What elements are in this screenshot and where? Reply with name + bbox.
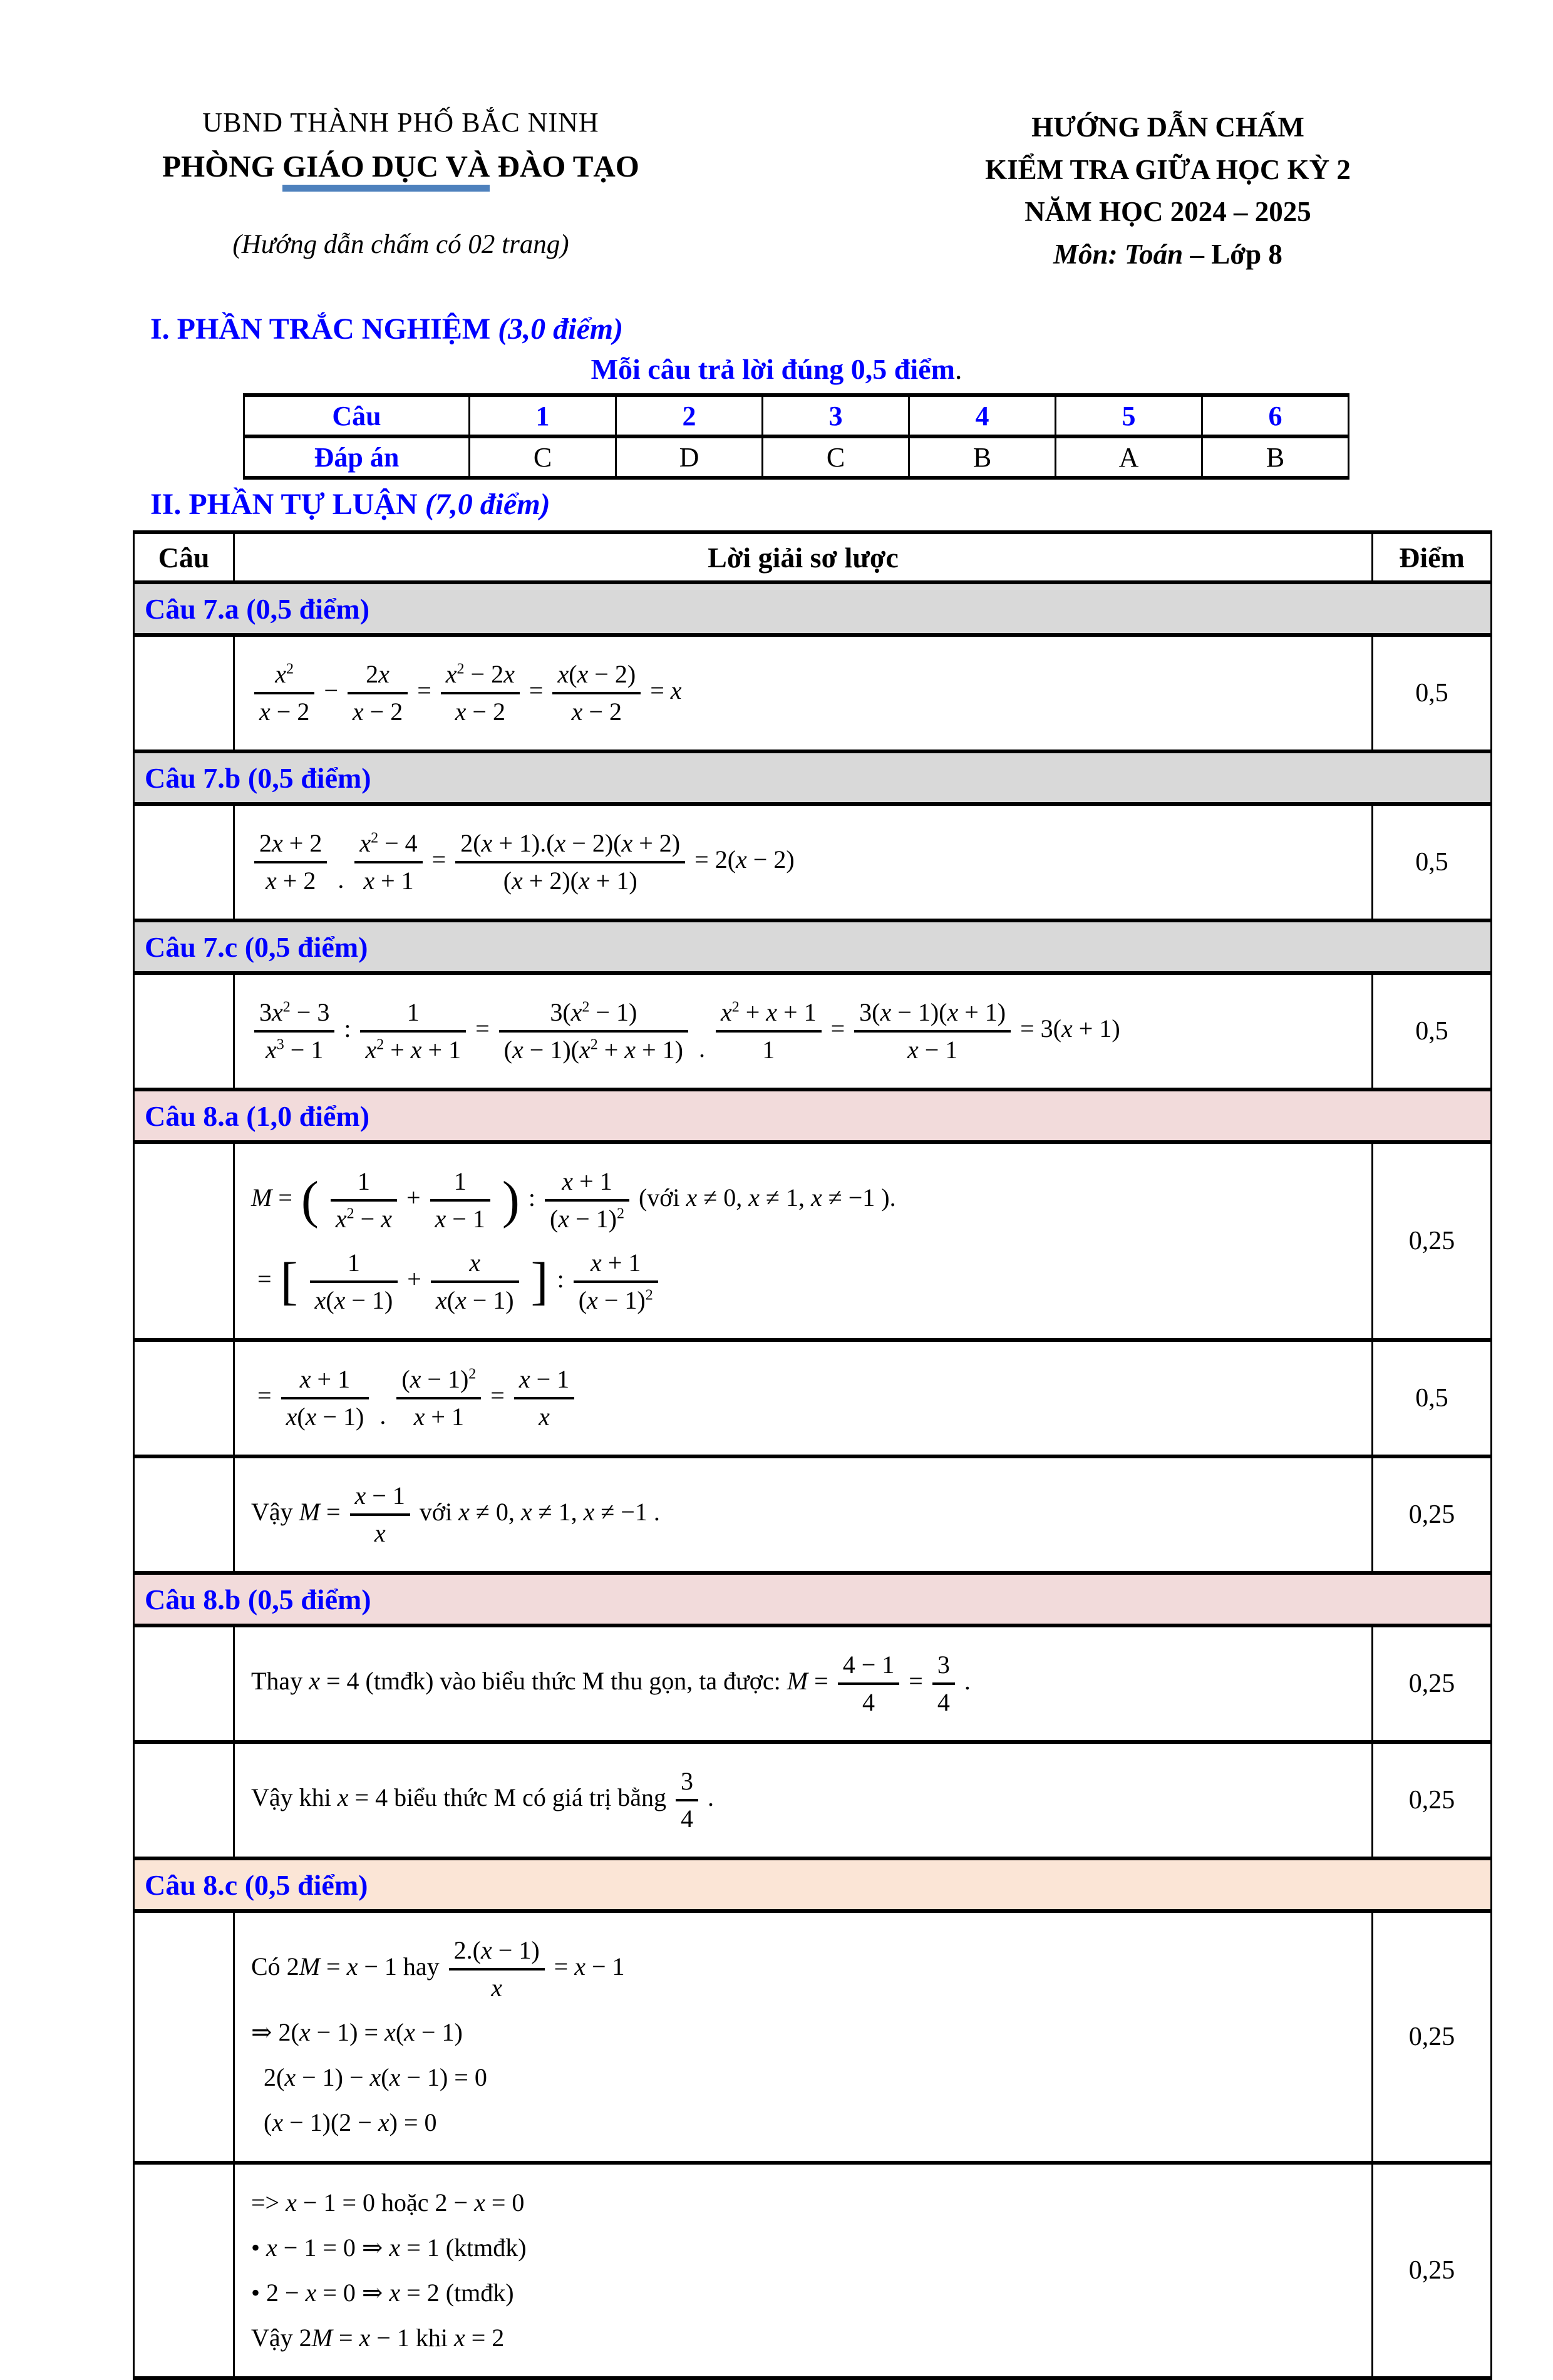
points-cell: 0,25	[1373, 1456, 1492, 1573]
solution-cell	[234, 1625, 1373, 1742]
school-year: NĂM HỌC 2024 – 2025	[1024, 196, 1311, 227]
points-cell: 0,5	[1373, 973, 1492, 1090]
solution-line: = $\frac{x + 1}{x(x - 1)}$ . $\frac{(x - 1)^2}{x + 1}$ = $\frac{x - 1}{x}$	[251, 1364, 1359, 1432]
dept-name-post: ĐÀO TẠO	[490, 149, 639, 183]
solution-cell	[234, 1142, 1373, 1340]
solution-cell	[234, 635, 1373, 751]
solution-row	[134, 804, 1492, 920]
solution-line: Có 2M = x − 1 hay $\frac{2.(x - 1)}{x}$ = x − 1	[251, 1936, 625, 2002]
solution-line: => x − 1 = 0 hoặc 2 − x = 0	[251, 2188, 525, 2217]
section1-caption-period: .	[954, 353, 962, 385]
section-band-row	[134, 582, 1492, 635]
points-cell: 0,25	[1373, 2163, 1492, 2378]
section1-caption-text: Mỗi câu trả lời đúng 0,5 điểm	[591, 353, 955, 385]
answer-cell: D	[616, 436, 763, 478]
solution-line: Vậy khi x = 4 biểu thức M có giá trị bằng $\frac{3}{4}$ .	[251, 1767, 714, 1833]
answer-cell: B	[909, 436, 1056, 478]
answer-cell: C	[763, 436, 909, 478]
section-band-label: Câu 7.c (0,5 điểm)	[134, 920, 1492, 973]
solution-row	[134, 973, 1492, 1090]
page-header	[0, 0, 1553, 276]
section-band-label: Câu 7.b (0,5 điểm)	[134, 751, 1492, 804]
solution-line: $\frac{2x + 2}{x + 2}$ . $\frac{x^2 - 4}{x + 1}$ = $\frac{2(x + 1).(x - 2)(x + 2)}{(x + 2)(x + 1)}$ = 2(x − 2)	[251, 828, 1359, 896]
pages-note: (Hướng dẫn chấm có 02 trang)	[232, 230, 569, 259]
question-number-cell: 6	[1202, 395, 1349, 436]
exam-name: KIỂM TRA GIỮA HỌC KỲ 2	[985, 153, 1351, 185]
question-cell-empty	[134, 635, 234, 751]
solution-row	[134, 2163, 1492, 2378]
question-cell-empty	[134, 1742, 234, 1858]
solution-line: M = ( $\frac{1}{x^2 - x}$ + $\frac{1}{x - 1}$ ) : $\frac{x + 1}{(x - 1)^2}$ (với x ≠ 0, x ≠ 1, x ≠ −1 ).	[251, 1167, 896, 1233]
solution-row	[134, 1456, 1492, 1573]
points-cell: 0,25	[1373, 1625, 1492, 1742]
question-number-cell: 1	[470, 395, 616, 436]
header-right-block	[833, 106, 1503, 276]
answer-cell: A	[1056, 436, 1202, 478]
solution-line: Vậy 2M = x − 1 khi x = 2	[251, 2324, 505, 2352]
answer-cell: C	[470, 436, 616, 478]
solutions-header-row	[134, 532, 1492, 582]
question-label-cell: Câu	[244, 395, 470, 436]
solution-line: = [ $\frac{1}{x(x - 1)}$ + $\frac{x}{x(x - 1)}$ ] : $\frac{x + 1}{(x - 1)^2}$	[251, 1248, 1359, 1316]
question-cell-empty	[134, 804, 234, 920]
answer-key-table	[243, 393, 1349, 480]
solution-line: (x − 1)(2 − x) = 0	[251, 2108, 437, 2136]
points-cell: 0,25	[1373, 1142, 1492, 1340]
answer-cell: B	[1202, 436, 1349, 478]
section2-title-points: (7,0 điểm)	[425, 488, 550, 521]
solution-row	[134, 1625, 1492, 1742]
points-cell: 0,25	[1373, 1911, 1492, 2163]
question-cell-empty	[134, 1625, 234, 1742]
section-band-label: Câu 8.b (0,5 điểm)	[134, 1573, 1492, 1625]
section-band-row	[134, 1858, 1492, 1911]
solution-line: Vậy M = $\frac{x - 1}{x}$ với x ≠ 0, x ≠ 1, x ≠ −1 .	[251, 1481, 660, 1547]
section-band-row	[134, 1573, 1492, 1625]
section1-title-points: (3,0 điểm)	[498, 312, 624, 346]
solution-row	[134, 1340, 1492, 1456]
col-header-question: Câu	[134, 532, 234, 582]
section2-title	[150, 487, 1553, 522]
section-band-label: Câu 8.a (1,0 điểm)	[134, 1090, 1492, 1142]
section-band-row	[134, 920, 1492, 973]
solution-cell	[234, 1742, 1373, 1858]
section-band-label: Câu 7.a (0,5 điểm)	[134, 582, 1492, 635]
question-number-cell: 4	[909, 395, 1056, 436]
question-cell-empty	[134, 1340, 234, 1456]
answer-key-answers-row	[244, 436, 1349, 478]
col-header-points: Điểm	[1373, 532, 1492, 582]
solution-cell	[234, 973, 1373, 1090]
question-number-cell: 2	[616, 395, 763, 436]
solution-cell	[234, 1911, 1373, 2163]
solution-line: ⇒ 2(x − 1) = x(x − 1)	[251, 2018, 463, 2046]
question-cell-empty	[134, 973, 234, 1090]
doc-title: HƯỚNG DẪN CHẤM	[1031, 111, 1304, 143]
subject: Môn: Toán	[1053, 238, 1184, 270]
points-cell: 0,5	[1373, 1340, 1492, 1456]
header-left-block	[63, 106, 739, 276]
answer-label-cell: Đáp án	[244, 436, 470, 478]
solution-cell	[234, 2163, 1373, 2378]
points-cell: 0,5	[1373, 635, 1492, 751]
solution-line: $\frac{x^2}{x - 2}$ − $\frac{2x}{x - 2}$ = $\frac{x^2 - 2x}{x - 2}$ = $\frac{x(x - 2)}{x - 2}$ = x	[251, 659, 1359, 727]
answer-key-header-row	[244, 395, 1349, 436]
section2-title-text: II. PHẦN TỰ LUẬN	[150, 488, 425, 521]
solution-line: • 2 − x = 0 ⇒ x = 2 (tmđk)	[251, 2279, 514, 2307]
question-number-cell: 5	[1056, 395, 1202, 436]
question-cell-empty	[134, 2163, 234, 2378]
solution-cell	[234, 1456, 1373, 1573]
dept-name	[63, 148, 739, 184]
section1-caption	[0, 353, 1553, 386]
solution-cell	[234, 1340, 1373, 1456]
dept-name-underlined: GIÁO DỤC VÀ	[282, 149, 490, 192]
subject-grade	[833, 234, 1503, 276]
question-cell-empty	[134, 1456, 234, 1573]
solution-line: Thay x = 4 (tmđk) vào biểu thức M thu gọn, ta được: M = $\frac{4 - 1}{4}$ = $\frac{3}{4}$ .	[251, 1651, 971, 1716]
solution-row	[134, 635, 1492, 751]
points-cell: 0,5	[1373, 804, 1492, 920]
solutions-table	[133, 530, 1492, 2380]
solution-line: • x − 1 = 0 ⇒ x = 1 (ktmđk)	[251, 2233, 527, 2262]
col-header-solution: Lời giải sơ lược	[234, 532, 1373, 582]
section-band-row	[134, 751, 1492, 804]
question-number-cell: 3	[763, 395, 909, 436]
solution-row	[134, 1742, 1492, 1858]
dept-name-pre: PHÒNG	[162, 149, 282, 183]
question-cell-empty	[134, 1142, 234, 1340]
section-band-label: Câu 8.c (0,5 điểm)	[134, 1858, 1492, 1911]
grade: – Lớp 8	[1183, 238, 1282, 270]
org-name: UBND THÀNH PHỐ BẮC NINH	[202, 107, 599, 138]
solution-line: $\frac{3x^2 - 3}{x^3 - 1}$ : $\frac{1}{x^2 + x + 1}$ = $\frac{3(x^2 - 1)}{(x - 1)(x^2 + x + 1)}$ . $\frac{x^2 + x + 1}{1}$ = $\frac{3(x - 1)(x + 1)}{x - 1}$ = 3(x + 1)	[251, 997, 1359, 1065]
section1-title	[150, 312, 1553, 346]
solution-row	[134, 1911, 1492, 2163]
points-cell: 0,25	[1373, 1742, 1492, 1858]
section-band-row	[134, 1090, 1492, 1142]
solution-row	[134, 1142, 1492, 1340]
question-cell-empty	[134, 1911, 234, 2163]
section1-title-text: I. PHẦN TRẮC NGHIỆM	[150, 312, 498, 346]
solution-cell	[234, 804, 1373, 920]
solution-line: 2(x − 1) − x(x − 1) = 0	[251, 2063, 487, 2091]
